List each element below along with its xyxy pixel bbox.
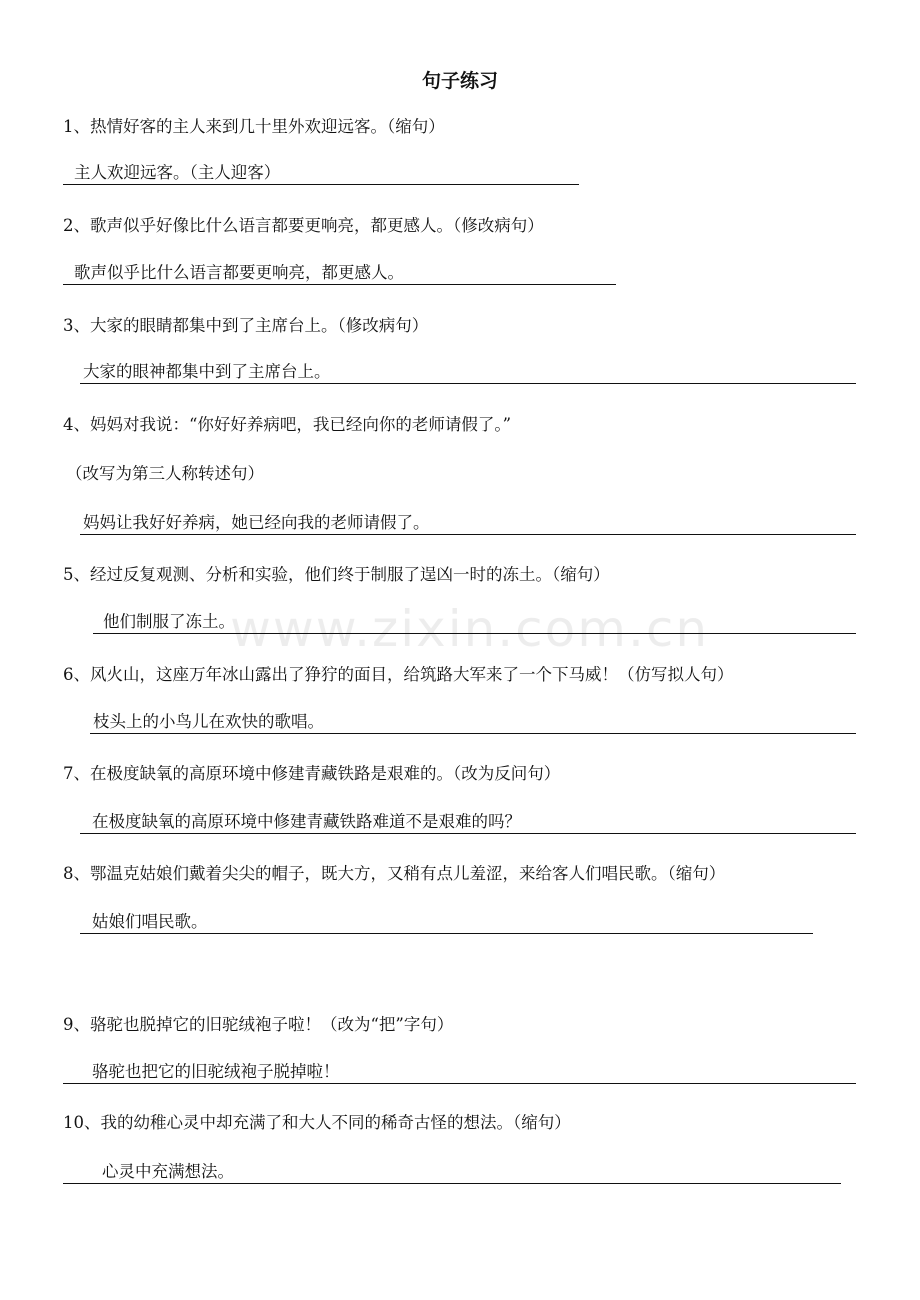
question-4: 4、妈妈对我说：“你好好养病吧，我已经向你的老师请假了。” bbox=[63, 415, 512, 434]
answer-3: 大家的眼神都集中到了主席台上。 bbox=[80, 360, 856, 384]
question-10: 10、我的幼稚心灵中却充满了和大人不同的稀奇古怪的想法。（缩句） bbox=[63, 1113, 571, 1132]
question-3: 3、大家的眼睛都集中到了主席台上。（修改病句） bbox=[63, 316, 429, 335]
watermark: www.zixin.com.cn bbox=[230, 600, 710, 658]
question-4-instruction: （改写为第三人称转述句） bbox=[66, 464, 264, 483]
answer-7: 在极度缺氧的高原环境中修建青藏铁路难道不是艰难的吗？ bbox=[80, 810, 856, 834]
answer-10: 心灵中充满想法。 bbox=[63, 1160, 841, 1184]
question-6: 6、风火山，这座万年冰山露出了狰狞的面目，给筑路大军来了一个下马威！（仿写拟人句） bbox=[63, 665, 734, 684]
answer-5: 他们制服了冻土。 bbox=[93, 610, 856, 634]
answer-4: 妈妈让我好好养病，她已经向我的老师请假了。 bbox=[80, 511, 856, 535]
answer-6: 枝头上的小鸟儿在欢快的歌唱。 bbox=[90, 710, 856, 734]
question-9: 9、骆驼也脱掉它的旧驼绒袍子啦！（改为“把”字句） bbox=[63, 1015, 454, 1034]
question-1: 1、热情好客的主人来到几十里外欢迎远客。（缩句） bbox=[63, 117, 445, 136]
question-2: 2、歌声似乎好像比什么语言都要更响亮，都更感人。（修改病句） bbox=[63, 216, 544, 235]
question-5: 5、经过反复观测、分析和实验，他们终于制服了逞凶一时的冻土。（缩句） bbox=[63, 565, 610, 584]
page-title: 句子练习 bbox=[421, 70, 498, 92]
question-8: 8、鄂温克姑娘们戴着尖尖的帽子，既大方，又稍有点儿羞涩，来给客人们唱民歌。（缩句） bbox=[63, 864, 726, 883]
answer-8: 姑娘们唱民歌。 bbox=[80, 910, 813, 934]
answer-1: 主人欢迎远客。（主人迎客） bbox=[63, 161, 579, 185]
answer-9: 骆驼也把它的旧驼绒袍子脱掉啦！ bbox=[63, 1060, 856, 1084]
answer-2: 歌声似乎比什么语言都要更响亮，都更感人。 bbox=[63, 261, 616, 285]
question-7: 7、在极度缺氧的高原环境中修建青藏铁路是艰难的。（改为反问句） bbox=[63, 764, 561, 783]
